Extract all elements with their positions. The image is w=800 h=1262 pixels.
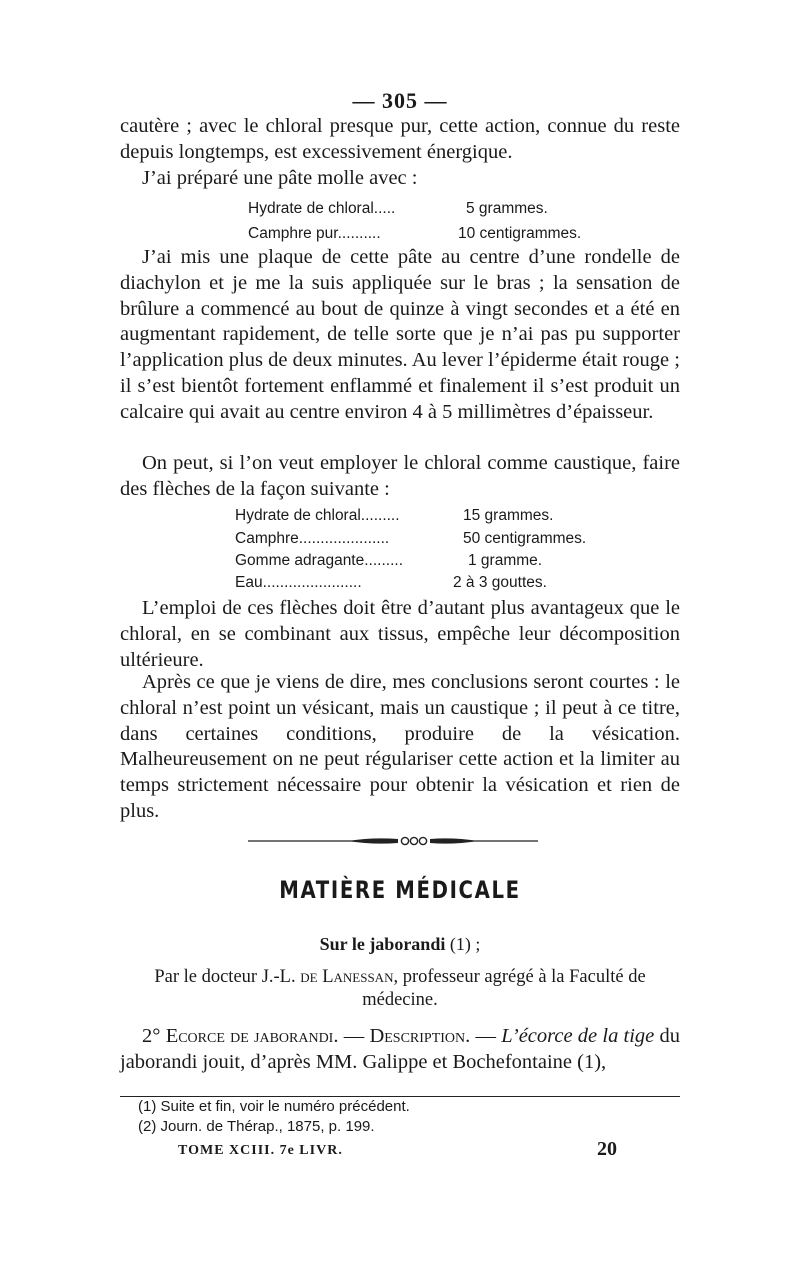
- recipe-1-row-1-qty: 5 grammes.: [466, 200, 548, 217]
- paragraph-4-text: On peut, si l’on veut employer le chloral comme caustique, faire des flèches de la façon suivante :: [120, 452, 680, 500]
- paragraph-6-text: Après ce que je viens de dire, mes conclusions seront courtes : le chloral n’est point un vésicant, mais un caustique ; il peut à ce titre, dans certaines conditions, produire de la vésication. Malheureusement on ne peut régulariser cette action et la limiter au temps strictement nécessaire pour obtenir la vésication et rien de plus.: [120, 671, 680, 822]
- para7-dash-1: —: [338, 1025, 370, 1047]
- paragraph-2-text: J’ai préparé une pâte molle avec :: [142, 167, 418, 189]
- paragraph-4: [120, 451, 680, 503]
- recipe-1-row-1-label: Hydrate de chloral.....: [248, 200, 396, 217]
- para7-heading-2: Description.: [369, 1025, 471, 1047]
- para7-dash-2: —: [470, 1025, 502, 1047]
- paragraph-5: [120, 596, 680, 673]
- recipe-2-row-3-qty: 1 gramme.: [468, 552, 543, 569]
- paragraph-7-text: [120, 1024, 680, 1076]
- paragraph-6: [120, 670, 680, 825]
- article-title: [0, 934, 800, 955]
- paragraph-7: [120, 1024, 680, 1076]
- para7-italic: L’écorce de la tige: [501, 1025, 655, 1047]
- recipe-2-row-2-label: Camphre.....................: [235, 530, 390, 547]
- paragraph-3-text: J’ai mis une plaque de cette pâte au centre d’une rondelle de diachylon et je me la suis appliquée sur le bras ; la sensation de brûlure a commencé au bout de quinze à vingt secondes et a été en augmentant rapidement, de telle sorte que je n’ai pas pu supporter l’application plus de deux minutes. Au lever l’épiderme était rouge ; il s’est bientôt fortement enflammé et finalement il s’est produit un calcaire qui avait au centre environ 4 à 5 millimètres d’épaisseur.: [120, 246, 680, 423]
- paragraph-3: [120, 245, 680, 426]
- ornamental-rule: [248, 834, 548, 848]
- footnote-1: (1) Suite et fin, voir le numéro précédent.: [138, 1098, 410, 1115]
- para7-heading-1: Ecorce de jaborandi.: [165, 1025, 339, 1047]
- byline: [120, 966, 680, 1012]
- recipe-2-row-2-qty: 50 centigrammes.: [463, 530, 587, 547]
- footnote-2: (2) Journ. de Thérap., 1875, p. 199.: [138, 1118, 375, 1135]
- recipe-1-row-2-label: Camphre pur..........: [248, 225, 381, 242]
- recipe-2-row-4-label: Eau.......................: [235, 574, 362, 591]
- article-title-note: (1) ;: [449, 934, 481, 954]
- recipe-2-row-1-qty: 15 grammes.: [463, 507, 554, 524]
- paragraph-2: [120, 166, 680, 192]
- article-title-text: Sur le jaborandi: [319, 934, 446, 954]
- para7-num: 2°: [142, 1025, 166, 1047]
- signature-number: 20: [597, 1138, 617, 1160]
- byline-suffix: , professeur agrégé à la Faculté de médecine.: [362, 967, 646, 1010]
- byline-de: de: [300, 967, 323, 987]
- recipe-1-row-2-qty: 10 centigrammes.: [458, 225, 582, 242]
- section-title: MATIÈRE MÉDICALE: [279, 876, 521, 904]
- footnote-rule: [120, 1096, 680, 1097]
- byline-prefix: Par le docteur J.-L.: [154, 967, 301, 987]
- paragraph-1: [120, 114, 680, 166]
- byline-name: Lanessan: [322, 967, 394, 987]
- recipe-2-row-1-label: Hydrate de chloral.........: [235, 507, 400, 524]
- paragraph-5-text: L’emploi de ces flèches doit être d’autant plus avantageux que le chloral, en se combinant aux tissus, empêche leur décomposition ultérieure.: [120, 597, 680, 671]
- recipe-2-row-4-qty: 2 à 3 gouttes.: [453, 574, 547, 591]
- signature-mark: TOME XCIII. 7e LIVR.: [178, 1143, 343, 1158]
- paragraph-1-text: cautère ; avec le chloral presque pur, cette action, connue du reste depuis longtemps, est excessivement énergique.: [120, 115, 680, 163]
- recipe-2-row-3-label: Gomme adragante.........: [235, 552, 403, 569]
- page-number: — 305 —: [352, 88, 448, 113]
- para7-rest: du jaborandi jouit, d’après MM. Galippe et Bochefontaine (1),: [120, 1025, 681, 1073]
